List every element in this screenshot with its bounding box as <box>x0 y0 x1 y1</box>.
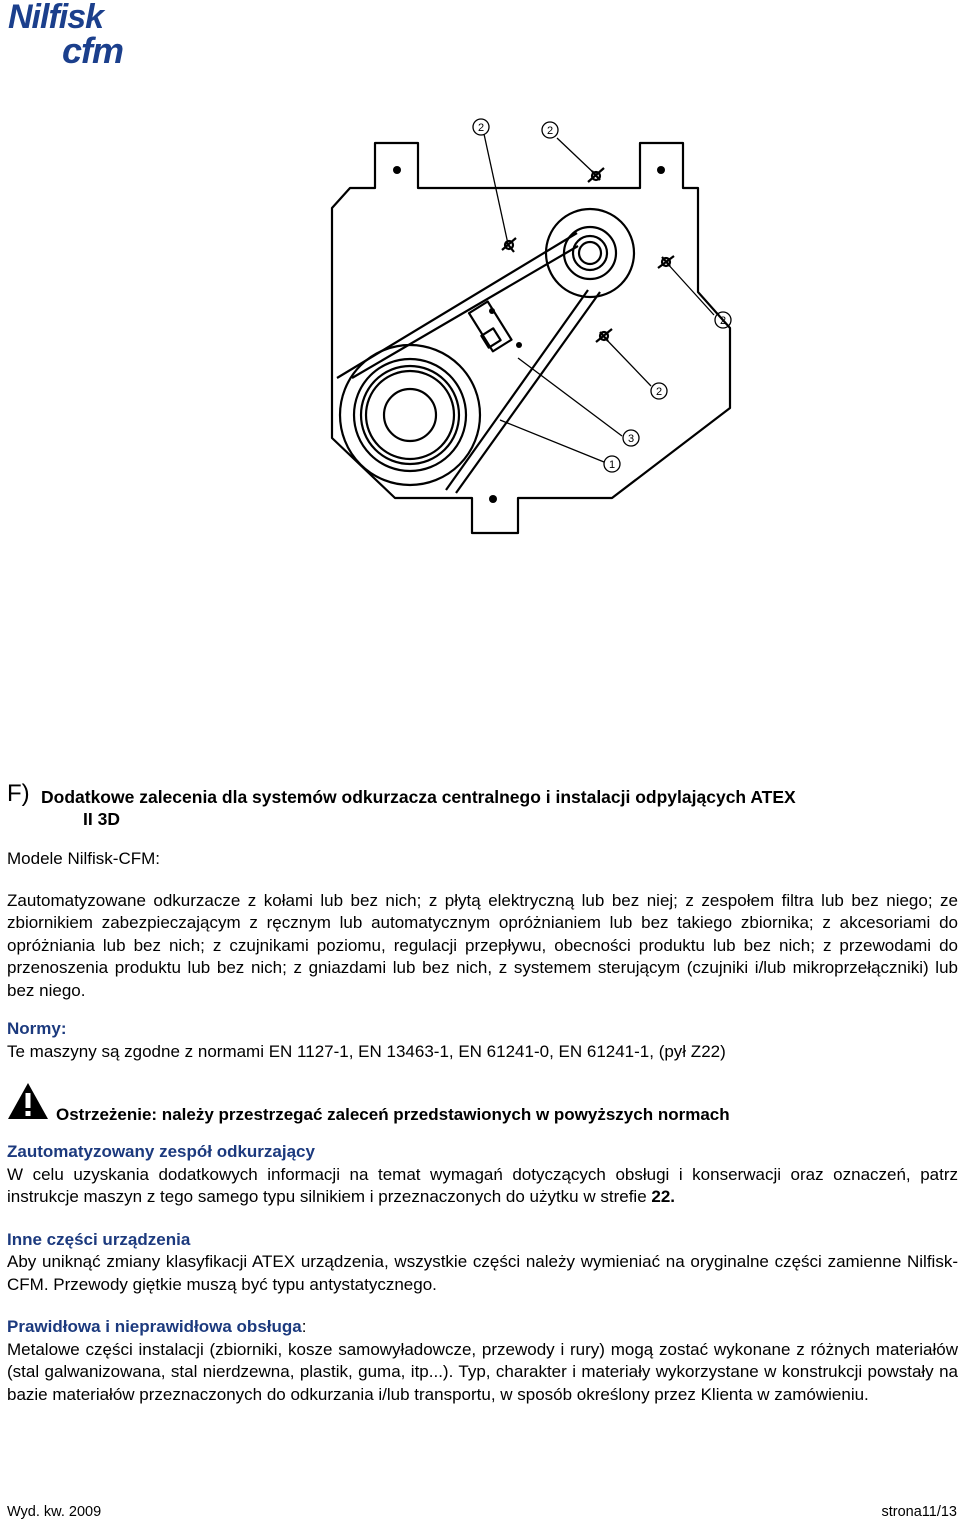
callout-label: 2 <box>655 386 663 398</box>
section-title-line1: Dodatkowe zalecenia dla systemów odkurzacza centralnego i instalacji odpylających ATEX <box>41 787 796 807</box>
section-heading <box>7 778 958 830</box>
nilfisk-cfm-logo <box>4 2 134 74</box>
logo-brand-text: Nilfisk <box>8 0 104 36</box>
norms-heading: Normy: <box>7 1019 67 1038</box>
handling-heading: Prawidłowa i nieprawidłowa obsługa <box>7 1317 302 1336</box>
warning-icon <box>7 1082 49 1120</box>
section-title-line2: II 3D <box>83 809 120 829</box>
page-footer <box>7 1504 957 1520</box>
callout-label: 1 <box>608 459 616 471</box>
footer-edition: Wyd. kw. 2009 <box>7 1504 102 1520</box>
callout-label: 2 <box>477 122 485 134</box>
other-parts-heading: Inne części urządzenia <box>7 1229 191 1249</box>
logo-sub-text: cfm <box>62 30 124 71</box>
section-letter: F) <box>7 780 30 807</box>
belt-drive-drawing <box>290 110 750 560</box>
other-parts-text: Aby uniknąć zmiany klasyfikacji ATEX urządzenia, wszystkie części należy wymieniać na oryginalne części zamienne Nilfisk-CFM. Przewody giętkie muszą być typu antystatycznego. <box>7 1252 958 1294</box>
unit-text <box>7 1164 958 1209</box>
callout-label: 2 <box>546 125 554 137</box>
warning-text: Ostrzeżenie: należy przestrzegać zaleceń przedstawionych w powyższych normach <box>56 1105 730 1124</box>
warning-block <box>7 1082 958 1132</box>
unit-body: W celu uzyskania dodatkowych informacji na temat wymagań dotyczących obsługi i konserwacji oraz oznaczeń, patrz instrukcje maszyn z tego samego typu silnikiem i przeznaczonych do użytku w strefie <box>7 1164 958 1206</box>
unit-zone: 22. <box>651 1187 676 1206</box>
unit-heading: Zautomatyzowany zespół odkurzający <box>7 1142 315 1161</box>
handling-colon: : <box>301 1317 307 1336</box>
models-description: Zautomatyzowane odkurzacze z kołami lub bez nich; z płytą elektryczną lub bez niej; z zespołem filtra lub bez niego; ze zbiornikiem zabezpieczającym z ręcznym lub automatycznym opróżnianiem lub bez takiego zbiornika; z akcesoriami do opróżniania lub bez nich; z czujnikami poziomu, regulacji przepływu, obecności produktu lub bez nich; z przewodami do przenoszenia produktu lub bez nich; z gniazdami lub bez nich, z systemem sterującym (czujniki i/lub mikroprzełączniki) lub bez niego. <box>7 890 958 1000</box>
models-label: Modele Nilfisk-CFM: <box>7 849 161 868</box>
handling-text: Metalowe części instalacji (zbiorniki, kosze samowyładowcze, przewody i rury) mogą zostać wykonane z różnych materiałów (stal galwanizowana, stal nierdzewna, plastik, guma, itp...). Typ, charakter i materiały wykorzystane w konstrukcji powstały na bazie materiałów przeznaczonych do odkurzania i/lub transportu, w sposób określony przez Klienta w zamówieniu. <box>7 1339 958 1404</box>
norms-text: Te maszyny są zgodne z normami EN 1127-1, EN 13463-1, EN 61241-0, EN 61241-1, (pył Z22) <box>7 1041 726 1061</box>
footer-page-number: strona11/13 <box>881 1504 957 1520</box>
callout-label: 2 <box>719 315 727 327</box>
callout-label: 3 <box>627 433 635 445</box>
document-body <box>7 778 958 1406</box>
handling-heading-line <box>7 1316 958 1339</box>
